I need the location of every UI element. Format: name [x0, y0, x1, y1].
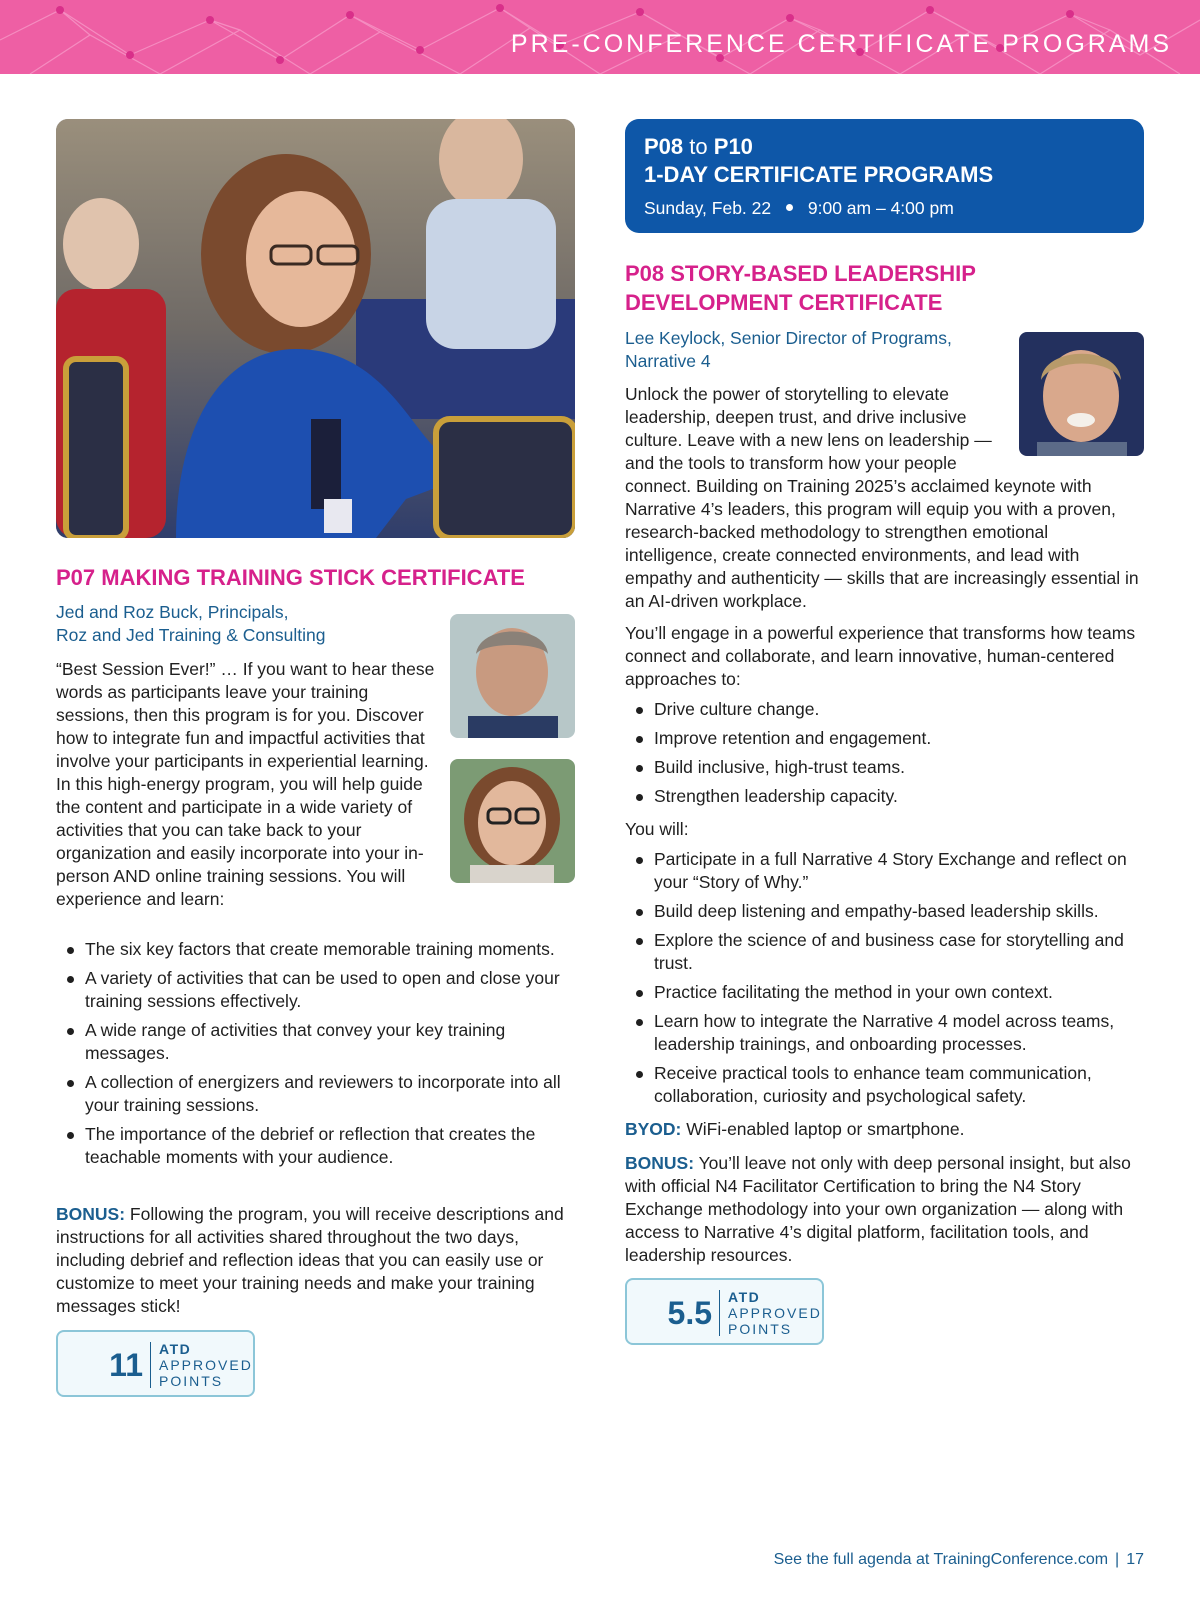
p07-intro-text: [56, 658, 436, 911]
badge-divider: [719, 1290, 720, 1336]
p07-bonus: [56, 1203, 576, 1318]
title-line-2: DEVELOPMENT CERTIFICATE: [625, 290, 943, 315]
badge-divider: [150, 1342, 151, 1388]
presenter-line-2: Narrative 4: [625, 351, 711, 371]
program-date: Sunday, Feb. 22: [644, 198, 772, 218]
list-item: The importance of the debrief or reflection that creates the teachable moments with your audience.: [56, 1123, 576, 1169]
presenter-portrait-jed: [450, 614, 575, 738]
list-item: Strengthen leadership capacity.: [625, 785, 1145, 808]
float-spacer: [1005, 383, 1145, 453]
presenter-p08: [625, 327, 1005, 373]
list-item: Build deep listening and empathy-based leadership skills.: [625, 900, 1150, 923]
program-codes: [644, 133, 753, 161]
points-label-points: POINTS: [159, 1373, 224, 1389]
list-item: Learn how to integrate the Narrative 4 model across teams, leadership trainings, and onboarding processes.: [625, 1010, 1150, 1056]
bonus-text: Following the program, you will receive descriptions and instructions for all activities shared throughout the two days, including debrief and reflection ideas that you can easily use or customize to meet your training needs and make your training messages stick!: [56, 1204, 564, 1316]
presenter-portrait-roz: [450, 759, 575, 883]
points-value: 11: [109, 1347, 143, 1383]
list-item: Build inclusive, high-trust teams.: [625, 756, 1145, 779]
page-footer: [774, 1551, 1144, 1569]
list-item: Explore the science of and business case for storytelling and trust.: [625, 929, 1150, 975]
p08-bonus: [625, 1152, 1145, 1267]
bonus-text: You’ll leave not only with deep personal insight, but also with official N4 Facilitator Certification to bring the N4 Story Exchange methodology into your own organization — along with access to Narrative 4’s digital platform, facilitation tools, and leadership resources.: [625, 1153, 1131, 1265]
p08-intro-paragraph: [625, 383, 1145, 613]
presenter-line-1: Lee Keylock, Senior Director of Programs,: [625, 328, 952, 348]
list-item: A collection of energizers and reviewers to incorporate into all your training sessions.: [56, 1071, 576, 1117]
list-item: Practice facilitating the method in your own context.: [625, 981, 1150, 1004]
code-to-word: to: [689, 134, 708, 159]
list-item: Receive practical tools to enhance team communication, collaboration, curiosity and psychological safety.: [625, 1062, 1150, 1108]
code-to: P10: [713, 134, 753, 159]
code-from: P08: [644, 134, 684, 159]
p08-byod: [625, 1118, 1145, 1141]
page-header-band: [0, 0, 1200, 74]
program-type: 1-DAY CERTIFICATE PROGRAMS: [644, 162, 994, 187]
p08-intro-text: [625, 383, 1145, 613]
list-item: A variety of activities that can be used to open and close your training sessions effectively.: [56, 967, 576, 1013]
p08-approaches-list: [625, 698, 1145, 814]
program-schedule: [644, 196, 954, 220]
points-label-approved: APPROVED: [728, 1305, 822, 1321]
program-date-box: [625, 119, 1144, 233]
list-item: Drive culture change.: [625, 698, 1145, 721]
atd-points-badge-p07: [56, 1330, 255, 1397]
byod-label: BYOD:: [625, 1119, 682, 1139]
bullet-separator: [786, 204, 793, 211]
points-value: 5.5: [667, 1295, 712, 1331]
header-title: PRE-CONFERENCE CERTIFICATE PROGRAMS: [510, 30, 1172, 58]
list-item: Participate in a full Narrative 4 Story Exchange and reflect on your “Story of Why.”: [625, 848, 1150, 894]
p08-engage-text: [625, 622, 1145, 691]
presenter-line-1: Jed and Roz Buck, Principals,: [56, 602, 289, 622]
p07-intro-paragraph: “Best Session Ever!” … If you want to hear these words as participants leave your training sessions, then this program is for you. Discover how to integrate fun and impactful activities that involve your participants in experiential learning. In this high-energy program, you will help guide the content and participate in a wide variety of activities that you can take back to your organization and easily incorporate into your in-person AND online training sessions. You will experience and learn:: [56, 659, 435, 909]
p08-engage-paragraph: You’ll engage in a powerful experience that transforms how teams connect and collaborate, and learn innovative, human-centered approaches to:: [625, 623, 1136, 689]
program-time: 9:00 am – 4:00 pm: [807, 198, 954, 218]
p08-you-will: You will:: [625, 819, 689, 839]
presenter-p07: [56, 601, 436, 647]
points-label-points: POINTS: [728, 1321, 793, 1337]
points-label-approved: APPROVED: [159, 1357, 253, 1373]
footer-separator: |: [1115, 1551, 1120, 1568]
list-item: A wide range of activities that convey your key training messages.: [56, 1019, 576, 1065]
points-label-atd: ATD: [728, 1289, 761, 1305]
footer-agenda-link[interactable]: See the full agenda at TrainingConference.com: [773, 1551, 1109, 1568]
p08-outcomes-list: [625, 848, 1150, 1114]
points-label-atd: ATD: [159, 1341, 192, 1357]
session-event-photo: [56, 119, 575, 538]
session-title-p08: [625, 259, 1145, 317]
bonus-label: BONUS:: [625, 1153, 695, 1173]
title-line-1: P08 STORY-BASED LEADERSHIP: [625, 261, 976, 286]
p08-intro-body: Unlock the power of storytelling to elevate leadership, deepen trust, and drive inclusive culture. Leave with a new lens on leadership — and the tools to transform how your people connect. Building on Training 2025’s acclaimed keynote with Narrative 4’s leaders, this program will equip you with a proven, research-backed methodology to strengthen emotional intelligence, create connected environments, and lead with empathy and authenticity — skills that are increasingly essential in an AI-driven workplace.: [625, 384, 1139, 611]
session-title-p07: P07 MAKING TRAINING STICK CERTIFICATE: [56, 565, 525, 590]
byod-text: WiFi-enabled laptop or smartphone.: [686, 1119, 965, 1139]
bonus-label: BONUS:: [56, 1204, 126, 1224]
presenter-line-2: Roz and Jed Training & Consulting: [56, 625, 326, 645]
list-item: Improve retention and engagement.: [625, 727, 1145, 750]
list-item: The six key factors that create memorable training moments.: [56, 938, 576, 961]
p07-learning-list: [56, 938, 576, 1175]
atd-points-badge-p08: [625, 1278, 824, 1345]
page-number: 17: [1126, 1551, 1144, 1568]
